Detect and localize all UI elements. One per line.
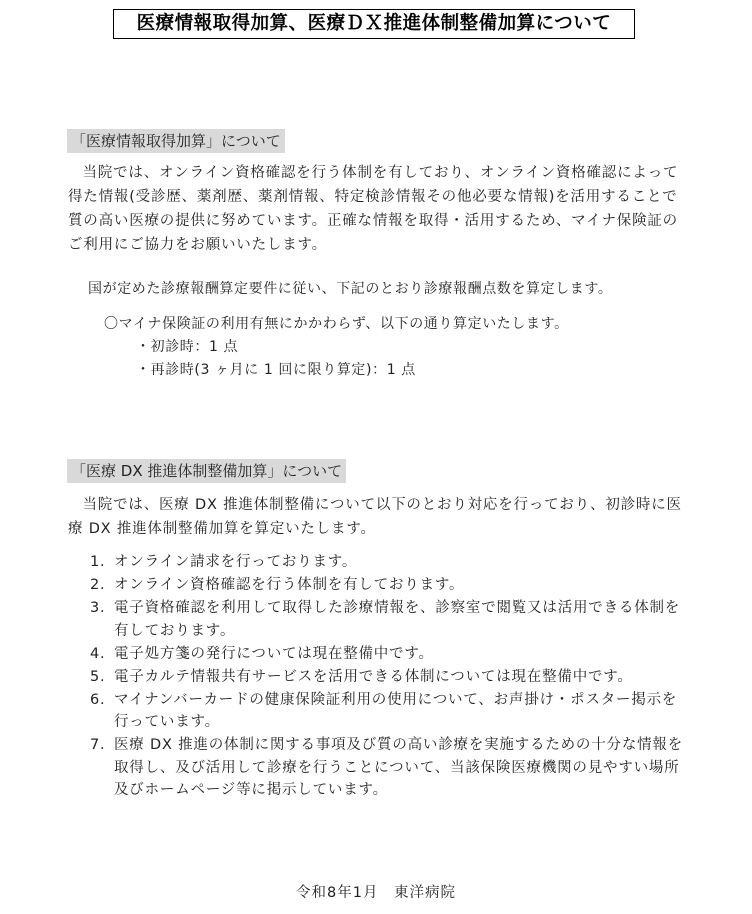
medical-dx-measures-list xyxy=(90,551,690,802)
info-acquisition-paragraph: 当院では、オンライン資格確認を行う体制を有しており、オンライン資格確認によって得た情報(受診歴、薬剤歴、薬剤情報、特定検診情報その他必要な情報)を活用することで質の高い医療の提供に努めています。正確な情報を取得・活用するため、マイナ保険証のご利用にご協力をお願いいたします。 xyxy=(68,165,679,253)
list-item-number: 5. xyxy=(90,668,106,685)
list-item-number: 3. xyxy=(90,600,106,616)
list-item-text: 電子カルテ情報共有サービスを活用できる体制については現在整備中です。 xyxy=(114,668,633,685)
list-item xyxy=(90,666,690,689)
list-item-number: 2. xyxy=(90,577,106,593)
list-item xyxy=(90,597,690,642)
list-item-text: 電子処方箋の発行については現在整備中です。 xyxy=(114,645,434,662)
list-item xyxy=(90,643,690,666)
list-item-number: 6. xyxy=(90,691,106,708)
list-item xyxy=(90,551,690,574)
list-item xyxy=(90,574,690,597)
list-item xyxy=(90,689,690,734)
list-item-text: オンライン資格確認を行う体制を有しております。 xyxy=(114,577,465,593)
calculation-condition: 〇マイナ保険証の利用有無にかかわらず、以下の通り算定いたします。 xyxy=(104,316,569,332)
list-item-text: 医療 DX 推進の体制に関する事項及び質の高い診療を実施するための十分な情報を取得し、及び活用して診療を行うことについて、当該保険医療機関の見やすい場所及びホームページ等に掲示しています。 xyxy=(114,737,684,798)
document-title: 医療情報取得加算、医療ＤＸ推進体制整備加算について xyxy=(113,9,635,39)
list-item xyxy=(90,734,690,802)
list-item-text: マイナンバーカードの健康保険証利用の使用について、お声掛け・ポスター掲示を行っています。 xyxy=(114,691,678,730)
footer-date-hospital: 令和8年1月 東洋病院 xyxy=(296,885,456,901)
section-heading-medical-dx: 「医療 DX 推進体制整備加算」について xyxy=(67,459,346,483)
list-item-number: 7. xyxy=(90,737,106,753)
list-item-text: オンライン請求を行っております。 xyxy=(114,554,358,570)
first-visit-points: ・初診時：1 点 xyxy=(136,339,239,355)
list-item-text: 電子資格確認を利用して取得した診療情報を、診察室で閲覧又は活用できる体制を有しております。 xyxy=(114,600,681,639)
revisit-points: ・再診時(3 ヶ月に 1 回に限り算定)：1 点 xyxy=(136,362,416,378)
calculation-intro: 国が定めた診療報酬算定要件に従い、下記のとおり診療報酬点数を算定します。 xyxy=(88,281,613,297)
medical-dx-paragraph: 当院では、医療 DX 推進体制整備について以下のとおり対応を行っており、初診時に医療 DX 推進体制整備加算を算定いたします。 xyxy=(68,497,682,537)
list-item-number: 4. xyxy=(90,645,106,662)
section-heading-info-acquisition: 「医療情報取得加算」について xyxy=(67,129,285,153)
list-item-number: 1. xyxy=(90,554,106,570)
